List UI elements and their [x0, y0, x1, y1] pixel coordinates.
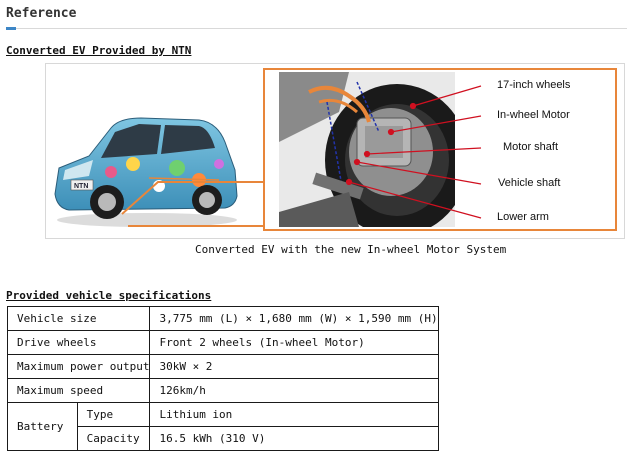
- table-row: [8, 307, 439, 331]
- spec-label: Maximum power output: [8, 355, 150, 379]
- section-title-specifications: Provided vehicle specifications: [6, 289, 212, 302]
- spec-label: Vehicle size: [8, 307, 150, 331]
- spec-value: 3,775 mm (L) × 1,680 mm (W) × 1,590 mm (H): [150, 307, 438, 331]
- callout-17-inch-wheels: 17-inch wheels: [497, 79, 571, 91]
- ev-figure: [45, 63, 625, 239]
- callout-lower-arm: Lower arm: [497, 211, 549, 223]
- table-row: [8, 403, 439, 427]
- specifications-table: [7, 306, 439, 451]
- callout-lines: [265, 70, 615, 229]
- spec-label: Maximum speed: [8, 379, 150, 403]
- spec-sublabel-capacity: Capacity: [77, 427, 150, 451]
- spec-label: Drive wheels: [8, 331, 150, 355]
- spec-value: Front 2 wheels (In-wheel Motor): [150, 331, 438, 355]
- callout-motor-shaft: Motor shaft: [503, 141, 559, 153]
- heading-divider: [6, 28, 627, 29]
- spec-value-capacity: 16.5 kWh (310 V): [150, 427, 438, 451]
- table-row: [8, 379, 439, 403]
- callout-vehicle-shaft: Vehicle shaft: [498, 177, 561, 189]
- table-row: [8, 331, 439, 355]
- spec-sublabel-type: Type: [77, 403, 150, 427]
- car-badge: NTN: [74, 183, 89, 190]
- table-row: [8, 355, 439, 379]
- spec-value: 126km/h: [150, 379, 438, 403]
- zoom-leader-lines: [46, 64, 266, 238]
- spec-value: 30kW × 2: [150, 355, 438, 379]
- spec-value-type: Lithium ion: [150, 403, 438, 427]
- section-title-converted-ev: Converted EV Provided by NTN: [6, 44, 192, 57]
- page-title: Reference: [6, 6, 77, 21]
- callout-in-wheel-motor: In-wheel Motor: [497, 109, 570, 121]
- in-wheel-motor-inset: [263, 68, 617, 231]
- spec-label-battery: Battery: [8, 403, 78, 451]
- figure-caption: Converted EV with the new In-wheel Motor System: [195, 243, 507, 256]
- heading-accent-bar: [6, 27, 16, 30]
